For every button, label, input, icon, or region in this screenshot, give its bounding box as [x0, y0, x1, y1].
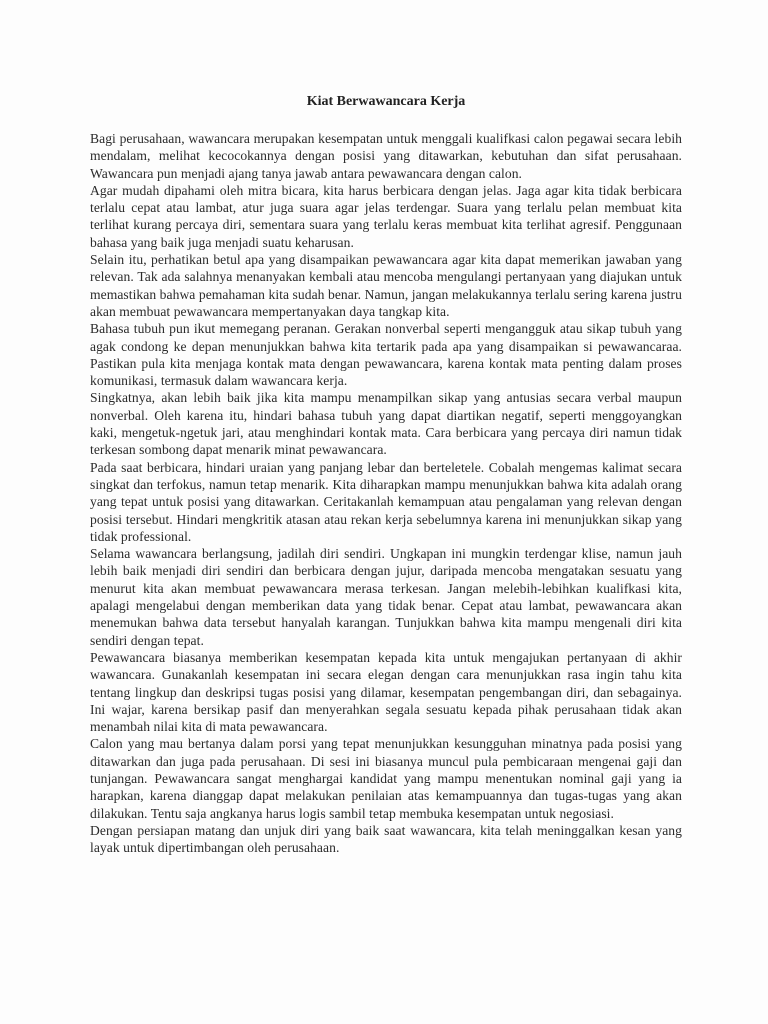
paragraph-8: Pewawancara biasanya memberikan kesempatan kepada kita untuk mengajukan pertanyaan di akhir wawancara. Gunakanlah kesempatan ini secara elegan dengan cara menunjukkan rasa ingin tahu kita tentang lingkup dan deskripsi tugas posisi yang dilamar, kesempatan pengembangan diri, dan sebagainya. Ini wajar, karena bersikap pasif dan menyerahkan segala sesuatu kepada pihak perusahaan tidak akan menambah nilai kita di mata pewawancara. [90, 649, 682, 735]
paragraph-10: Dengan persiapan matang dan unjuk diri yang baik saat wawancara, kita telah meninggalkan kesan yang layak untuk dipertimbangan oleh perusahaan. [90, 822, 682, 856]
paragraph-7: Selama wawancara berlangsung, jadilah diri sendiri. Ungkapan ini mungkin terdengar klise, namun jauh lebih baik menjadi diri sendiri dan berbicara dengan jujur, daripada mencoba mengatakan sesuatu yang menurut kita akan membuat pewawancara merasa terkesan. Jangan melebih-lebihkan kualifkasi kita, apalagi mengelabui dengan memberikan data yang tidak benar. Cepat atau lambat, pewawancara akan menemukan bahwa data tersebut hanyalah karangan. Tunjukkan bahwa kita mampu mengenali diri kita sendiri dengan tepat. [90, 546, 682, 648]
paragraph-1: Bagi perusahaan, wawancara merupakan kesempatan untuk menggali kualifkasi calon pegawai secara lebih mendalam, melihat kecocokannya dengan posisi yang ditawarkan, kebutuhan dan sifat perusahaan. Wawancara pun menjadi ajang tanya jawab antara pewawancara dengan calon. [90, 131, 682, 181]
paragraph-5: Singkatnya, akan lebih baik jika kita mampu menampilkan sikap yang antusias secara verbal maupun nonverbal. Oleh karena itu, hindari bahasa tubuh yang dapat diartikan negatif, seperti menggoyangkan kaki, mengetuk-ngetuk jari, atau menghindari kontak mata. Cara berbicara yang percaya diri namun tidak terkesan sombong dapat menarik minat pewawancara. [90, 390, 682, 458]
paragraph-9: Calon yang mau bertanya dalam porsi yang tepat menunjukkan kesungguhan minatnya pada posisi yang ditawarkan dan juga pada perusahaan. Di sesi ini biasanya muncul pula pembicaraan mengenai gaji dan tunjangan. Pewawancara sangat menghargai kandidat yang mampu menentukan nominal gaji yang ia harapkan, karena dianggap dapat melakukan penilaian atas kemampuannya dan tugas-tugas yang akan dilakukan. Tentu saja angkanya harus logis sambil tetap membuka kesempatan untuk negosiasi. [90, 736, 682, 821]
paragraph-6: Pada saat berbicara, hindari uraian yang panjang lebar dan berteletele. Cobalah mengemas kalimat secara singkat dan terfokus, namun tetap menarik. Kita diharapkan mampu menunjukkan bahwa kita adalah orang yang tepat untuk posisi yang ditawarkan. Ceritakanlah kemampuan atau pengalaman yang relevan dengan posisi tersebut. Hindari mengkritik atasan atau rekan kerja sebelumnya karena ini menunjukkan sikap yang tidak professional. [90, 459, 682, 544]
paragraph-3: Selain itu, perhatikan betul apa yang disampaikan pewawancara agar kita dapat memerikan jawaban yang relevan. Tak ada salahnya menanyakan kembali atau mencoba mengulangi pertanyaan yang diajukan untuk memastikan bahwa pemahaman kita sudah benar. Namun, jangan melakukannya terlalu sering karena justru akan membuat pewawancara mempertanyakan daya tangkap kita. [90, 252, 682, 319]
paragraph-2: Agar mudah dipahami oleh mitra bicara, kita harus berbicara dengan jelas. Jaga agar kita tidak berbicara terlalu cepat atau lambat, atur juga suara agar jelas terdengar. Suara yang terlalu pelan membuat kita terlihat kurang percaya diri, sementara suara yang terlalu keras membuat kita terlihat agresif. Penggunaan bahasa yang baik juga menjadi suatu keharusan. [90, 182, 682, 250]
paragraph-4: Bahasa tubuh pun ikut memegang peranan. Gerakan nonverbal seperti mengangguk atau sikap tubuh yang agak condong ke depan menunjukkan bahwa kita tertarik pada apa yang disampaikan si pewawancaraa. Pastikan pula kita menjaga kontak mata dengan pewawancara, karena kontak mata penting dalam proses komunikasi, termasuk dalam wawancara kerja. [90, 321, 682, 389]
document-title: Kiat Berwawancara Kerja [306, 94, 466, 109]
